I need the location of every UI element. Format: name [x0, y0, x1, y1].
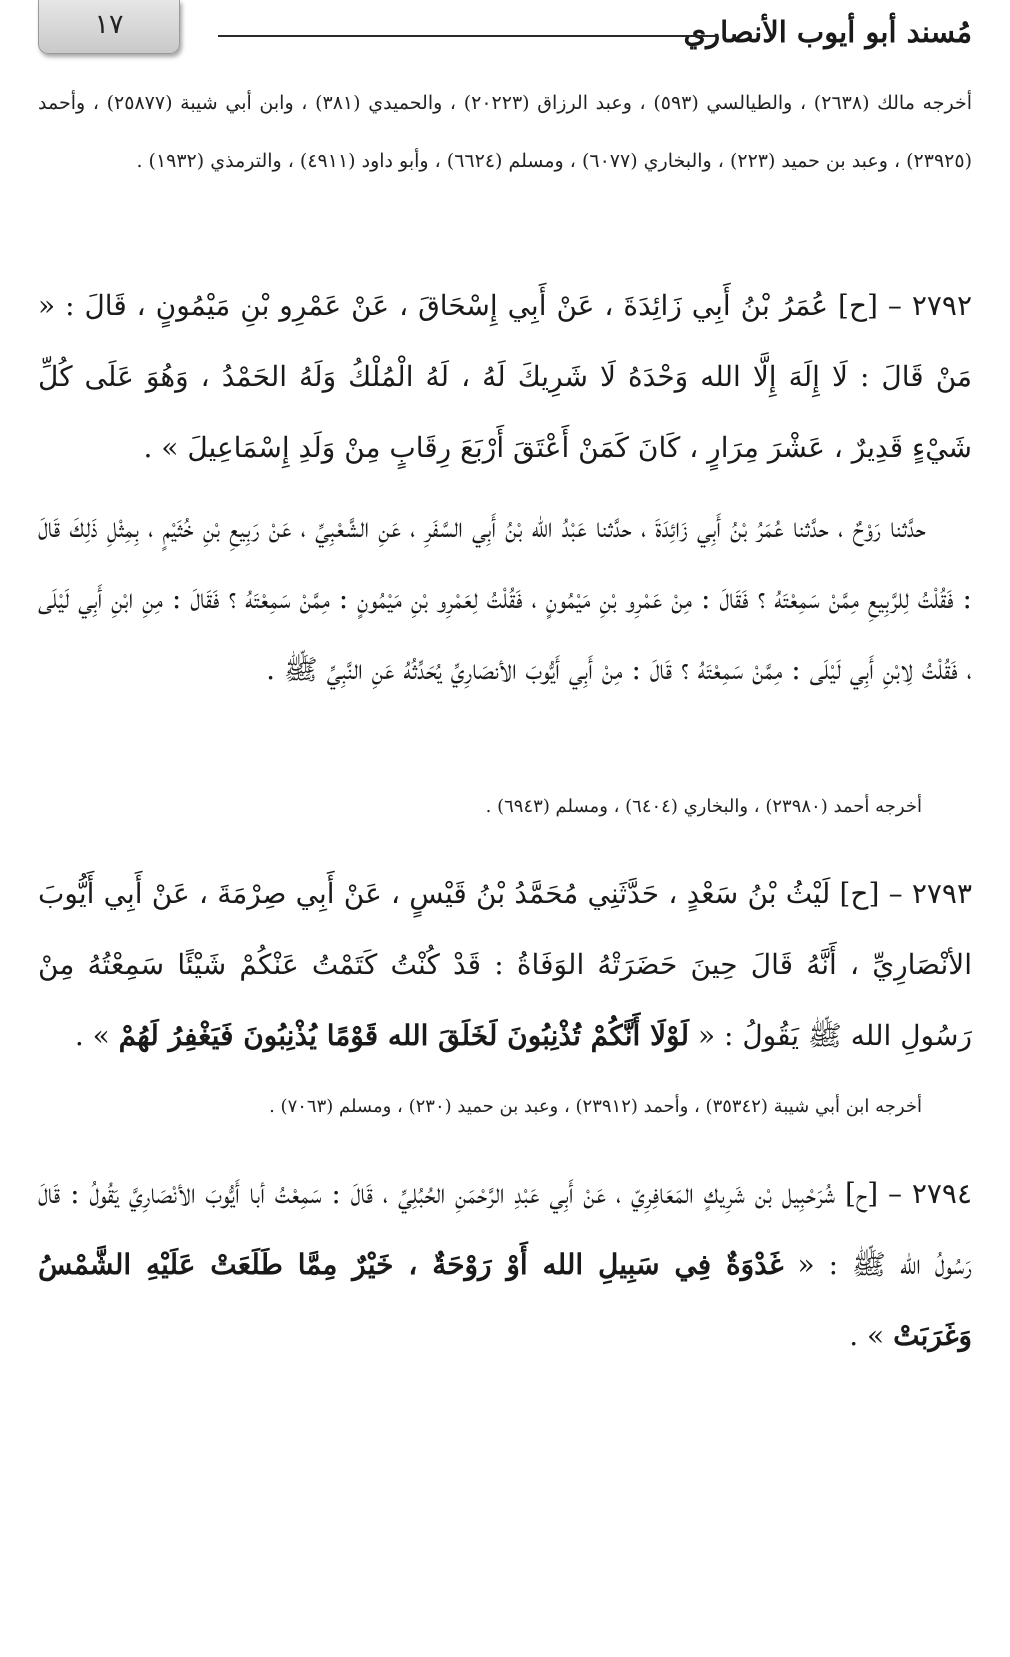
hadith-text: لَيْثُ بْنُ سَعْدٍ ، حَدَّثَنِي مُحَمَّدُ بْنُ قَيْسٍ ، عَنْ أَبِي صِرْمَةَ ، عَنْ أَبِي أَيُّوبَ الأنْصَارِيِّ ، أَنَّهُ قَالَ حِينَ حَضَرَتْهُ الوَفَاةُ : قَدْ كُنْتُ كَتَمْتُ عَنْكُمْ شَيْئًا سَمِعْتُهُ مِنْ رَسُولِ الله ﷺ يَقُولُ : «	[38, 877, 972, 1052]
running-title: مُسند أبو أيوب الأنصاري	[683, 15, 972, 49]
quote-close: » .	[74, 1019, 110, 1052]
hadith-text: عُمَرُ بْنُ أَبِي زَائِدَةَ ، عَنْ أَبِي إِسْحَاقَ ، عَنْ عَمْرِو بْنِ مَيْمُونٍ ، قَالَ : « مَنْ قَالَ : لَا إِلَهَ إِلَّا الله وَحْدَهُ لَا شَرِيكَ لَهُ ، لَهُ الْمُلْكُ وَلَهُ الحَمْدُ ، وَهُوَ عَلَى كُلِّ شَيْءٍ قَدِيرٌ ، عَشْرَ مِرَارٍ ، كَانَ كَمَنْ أَعْتَقَ أَرْبَعَ رِقَابٍ مِنْ وَلَدِ إِسْمَاعِيلَ » .	[38, 289, 973, 464]
prophetic-quote: غَدْوَةٌ فِي سَبِيلِ الله أَوْ رَوْحَةٌ ، خَيْرٌ مِمَّا طَلَعَتْ عَلَيْهِ الشَّمْسُ وَغَرَبَتْ	[38, 1248, 972, 1352]
chain-2792	[38, 492, 972, 705]
header-rule	[218, 35, 718, 37]
prophetic-quote: لَوْلَا أَنَّكُمْ تُذْنِبُونَ لَخَلَقَ الله قَوْمًا يُذْنِبُونَ فَيَغْفِرُ لَهُمْ	[118, 1019, 690, 1052]
hadith-2794	[38, 1158, 972, 1371]
hadith-text: شُرَحْبِيل بْن شَرِيكٍ المَعَافِرِيّ ، عَنْ أَبِي عَبْدِ الرَّحْمَنِ الحُبُلِيِّ ، قَالَ : سَمِعْتُ أبا أَيُّوبَ الأنْصَارِيَّ يَقُولُ : قَالَ رَسُولُ الله ﷺ : «	[38, 1177, 972, 1281]
hadith-2793	[38, 858, 972, 1071]
hadith-number: ٢٧٩٤ – [ح]	[844, 1177, 972, 1210]
chain-text: حدَّثنا رَوْحٌ ، حدَّثنا عُمَرُ بْنُ أَبِي زَائِدَةَ ، حدَّثنا عَبْدُ الله بْنُ أَبِي السَّفَرِ ، عَنِ الشَّعْبِيِّ ، عَنْ رَبِيعِ بْنِ خُثَيْمٍ ، بِمِثْلِ ذَلِكَ قَالَ : فَقُلْتُ لِلرَّبِيعِ مِمَّنْ سَمِعْتَهُ ؟ فَقَالَ : مِنْ عَمْرِو بْنِ مَيْمُونٍ ، فَقُلْتُ لِعَمْرِو بْنِ مَيْمُونٍ : مِمَّنْ سَمِعْتَهُ ؟ فَقَالَ : مِنِ ابْنِ أَبِي لَيْلَى ، فَقُلْتُ لِابْنِ أَبِي لَيْلَى : مِمَّنْ سَمِعْتَهُ ؟ قَالَ : مِنْ أَبِي أَيُّوبَ الأنصَارِيِّ يُحَدِّثُهُ عَنِ النَّبِيِّ ﷺ .	[38, 511, 972, 686]
footnote-2792: أخرجه أحمد (٢٣٩٨٠) ، والبخاري (٦٤٠٤) ، ومسلم (٦٩٤٣) .	[485, 796, 922, 817]
page-header	[38, 0, 972, 62]
hadith-number: ٢٧٩٢ – [ح]	[838, 289, 972, 322]
footnote-2793: أخرجه ابن أبي شيبة (٣٥٣٤٢) ، وأحمد (٢٣٩١٢) ، وعبد بن حميد (٢٣٠) ، ومسلم (٧٠٦٣) .	[269, 1096, 922, 1117]
page-number: ١٧	[94, 9, 124, 40]
book-page	[38, 0, 972, 1657]
footnote-top: أخرجه مالك (٢٦٣٨) ، والطيالسي (٥٩٣) ، وعبد الرزاق (٢٠٢٢٣) ، والحميدي (٣٨١) ، وابن أبي شيبة (٢٥٨٧٧) ، وأحمد (٢٣٩٢٥) ، وعبد بن حميد (٢٢٣) ، والبخاري (٦٠٧٧) ، ومسلم (٦٦٢٤) ، وأبو داود (٤٩١١) ، والترمذي (١٩٣٢) .	[38, 92, 972, 172]
hadith-number: ٢٧٩٣ – [ح]	[839, 877, 972, 910]
hadith-2792	[38, 270, 972, 483]
quote-close: » .	[849, 1319, 885, 1352]
page-number-tab	[38, 0, 180, 54]
